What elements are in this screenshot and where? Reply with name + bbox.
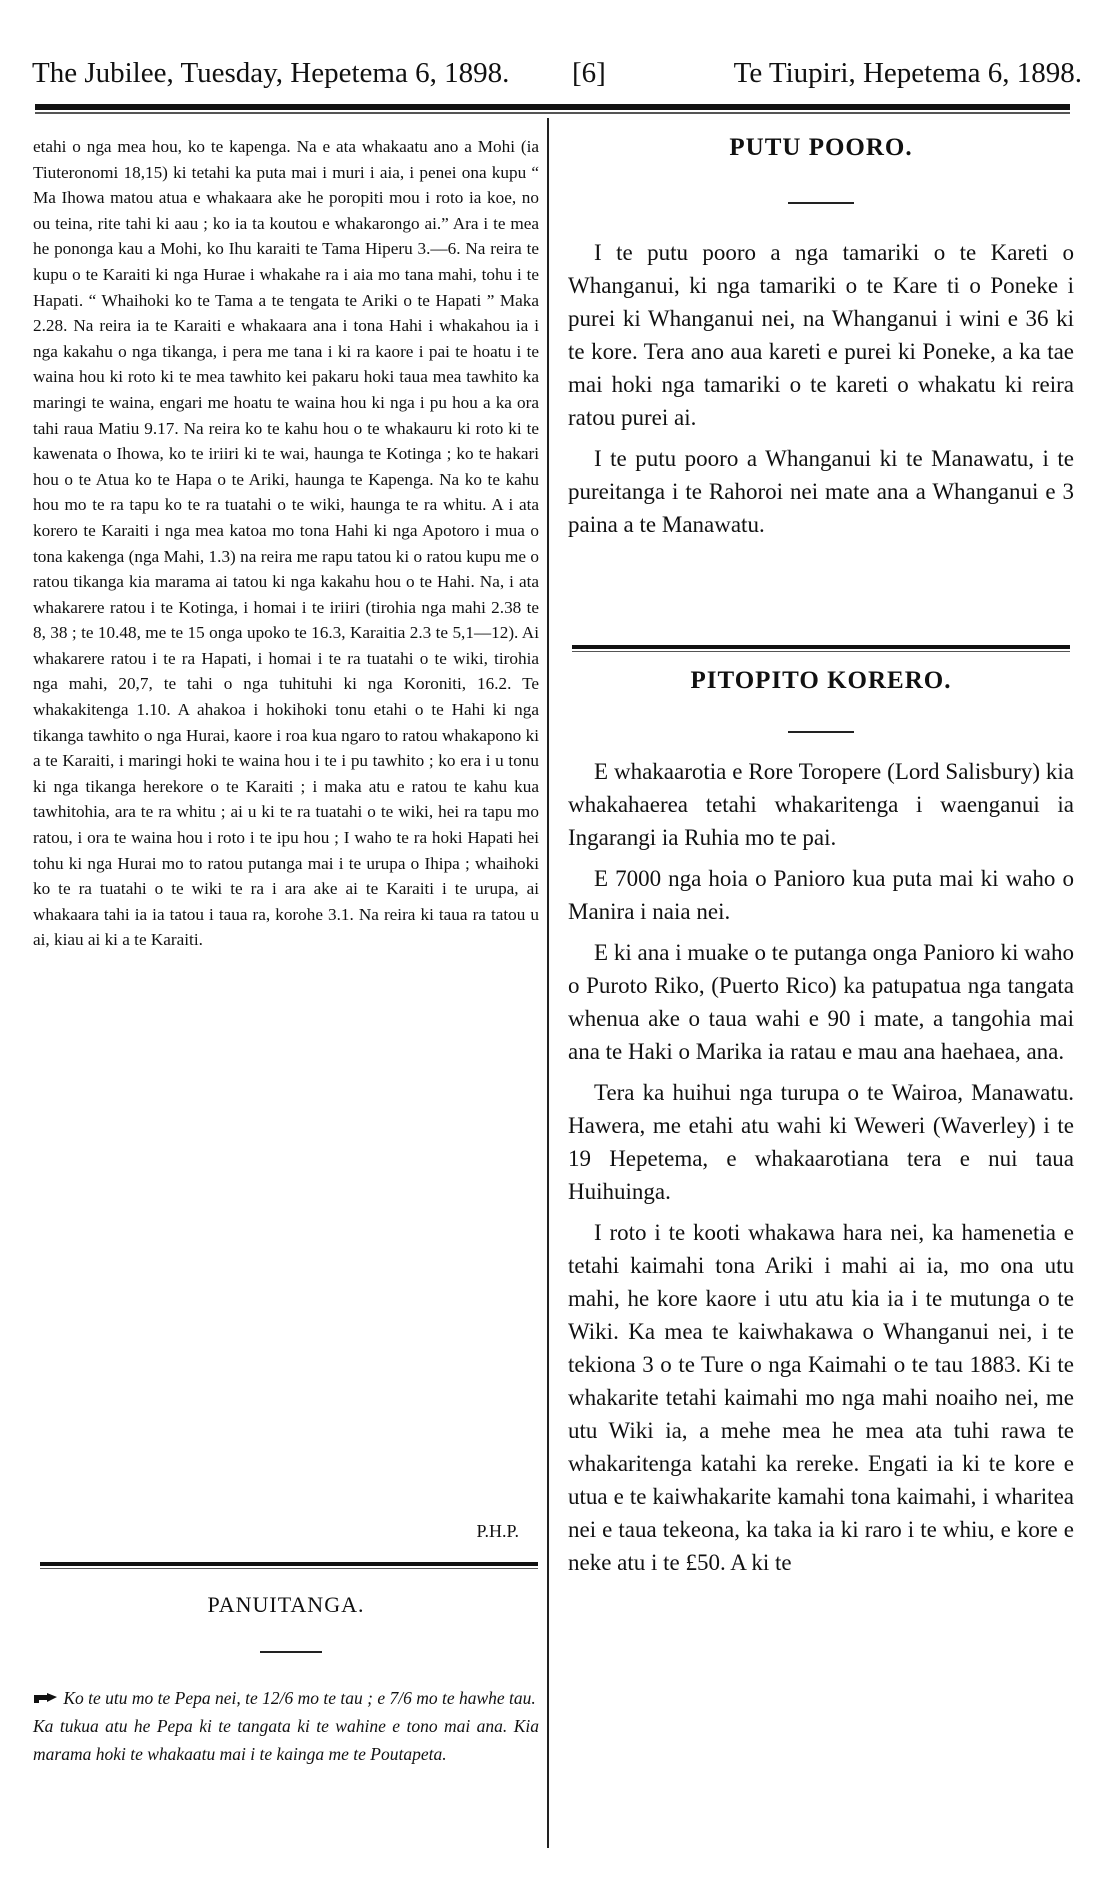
section-rule-thin bbox=[40, 1568, 538, 1569]
short-rule bbox=[260, 1651, 322, 1653]
notice-line-delivery: Ka tukua atu he Pepa ki te tangata ki te wahine e tono mai ana. Kia marama hoki te whakaatu mai i te kainga me te Poutapeta. bbox=[33, 1716, 539, 1764]
panuitanga-title: PANUITANGA. bbox=[207, 1592, 365, 1617]
notice-price-text: Ko te utu mo te Pepa nei, te 12/6 mo te tau ; e 7/6 mo te hawhe tau. bbox=[63, 1688, 536, 1708]
pitopito-korero-body bbox=[568, 755, 1074, 1579]
page-number: [6] bbox=[572, 57, 606, 89]
page-header bbox=[32, 48, 1082, 98]
right-column bbox=[568, 134, 1074, 1579]
short-rule bbox=[788, 731, 854, 733]
putu-pooro-body bbox=[568, 236, 1074, 541]
left-column-article bbox=[33, 134, 539, 953]
header-left-title: The Jubilee, Tuesday, Hepetema 6, 1898. bbox=[32, 57, 510, 89]
header-rule bbox=[35, 104, 1070, 110]
putu-pooro-title: PUTU POORO. bbox=[729, 134, 913, 161]
article-signature: P.H.P. bbox=[476, 1521, 519, 1541]
section-rule-thin bbox=[572, 651, 1070, 652]
header-rule-thin bbox=[35, 112, 1070, 114]
putu-pooro-paragraph: I te putu pooro a Whanganui ki te Manawatu, i te pureitanga i te Rahoroi nei mate ana a Whanganui e 3 paina a te Manawatu. bbox=[568, 446, 1074, 537]
section-rule bbox=[572, 645, 1070, 649]
article-paragraph: etahi o nga mea hou, ko te kapenga. Na e ata whakaatu ano a Mohi (ia Tiuteronomi 18,15) ki tetahi ka puta mai i muri i aia, i penei ona kupu “ Ma Ihowa matou atua e whakaara ake he poropiti mou i roto ia koe, no ou teina, rite tahi ki aau ; ko ia ta koutou e whakarongo ai.” Ara i te mea he pononga kau a Mohi, ko Ihu karaiti te Tama Hiperu 3.—6. Na reira te kupu o te Karaiti ki nga Hurae i whakahe ra i aia mo tana mahi, tohu i te Hapati. “ Whaihoki ko te Tama a te tengata te Ariki o te Hapati ” Maka 2.28. Na reira ia te Karaiti e whakaara ana i tona Hahi i whakahou ia i nga kakahu o nga tikanga, i pera me tana i ki ra kaore i pai te hoatu i te waina hou ki roto ki te mea tawhito kei pakaru hoki taua mea tawhito ka maringi te waina, engari me hoatu te waina hou ki nga i pu hou a ka ora tahi raua Matiu 9.17. Na reira ko te kahu hou o te whakauru ki roto ki te kawenata o Ihowa, ko te iriiri ki te wai, haunga te Kotinga ; ko te hakari hou o te Atua ko te Hapa o te Ariki, haunga te Kapenga. Na ko te kahu hou mo te ra tapu ko te ra tuatahi o te wiki, haunga te ra whitu. A i ata korero te Karaiti i nga mea katoa mo tona Hahi ki nga Apotoro i mua o tona kakenga (nga Mahi, 1.3) na reira me rapu tatou ki o ratou kupu me o ratou tikanga kia marama ai tatou ki nga kakahu hou o te Hahi. Na, i ata whakarere ratou i te Kotinga, i homai i te iriiri (tirohia nga mahi 2.38 te 8, 38 ; te 10.48, me te 15 onga upoko te 16.3, Karaitia 2.3 te 5,1—12). Ai whakarere ratou i te ra Hapati, i homai i te ra tuatahi o te wiki, tirohia nga mahi, 20,7, te tahi o nga tuhituhi ki nga Koroniti, 16.2. Te whakakitenga 1.10. A ahakoa i hokihoki tonu etahi o te Hahi ki nga tikanga tawhito o nga Hurai, kaore i roa kua ngaro to ratou whakapono ki a te Karaiti, i maringi hoki te waina hou i te i pu tawhito ; ko era i u tonu ki nga tikanga herekore o te Karaiti ; i maka atu e ratou te kahu kua tawhitohia, ara te ra whitu ; ai u ki te ra tuatahi o te wiki, hei ra tapu mo ratou, i ora te waina hou i roto i te ipu hou ; I waho te ra hoki Hapati hei tohu ki nga Hurai mo to ratou putanga mai i te urupa o Ihipa ; whaihoki ko te ra tuatahi o te wiki te ra i ara ake ai te Karaiti i te urupa, ai whakaara tahi ia ia tatou i taua ra, korohe 3.1. Na reira ki taua ra tatou u ai, kiau ai ki a te Karaiti. bbox=[33, 137, 539, 950]
news-item: E ki ana i muake o te putanga onga Panioro ki waho o Puroto Riko, (Puerto Rico) ka patupatua nga tangata whenua ake o taua wahi e 90 i mate, a tangohia mai ana te Haki o Marika ia ratau e mau ana haehaea, ana. bbox=[568, 940, 1074, 1064]
panuitanga-notice bbox=[33, 1684, 539, 1768]
section-rule bbox=[40, 1562, 538, 1566]
news-item: I roto i te kooti whakawa hara nei, ka hamenetia e tetahi kaimahi tona Ariki i mahi ai ia, mo ona utu mahi, he kore kaore i utu atu kia ia i te mutunga o te Wiki. Ka mea te kaiwhakawa o Whanganui nei, i te tekiona 3 o te Ture o nga Kaimahi o te tau 1883. Ki te whakarite tetahi kaimahi mo nga mahi noaiho nei, me utu Wiki ia, a mehe mea he mea ata tuhi rawa te whakaritenga katahi ka rereke. Engati ia ki te kore e utua e te kaiwhakarite kamahi tona kaimahi, i wharitea nei e taua tekeona, ka taka ia ki raro i te whiu, e kore e neke atu i te £50. A ki te bbox=[568, 1220, 1074, 1575]
news-item: E 7000 nga hoia o Panioro kua puta mai ki waho o Manira i naia nei. bbox=[568, 866, 1074, 924]
column-divider bbox=[547, 118, 549, 1848]
pointing-hand-icon bbox=[33, 1691, 59, 1705]
header-right-title: Te Tiupiri, Hepetema 6, 1898. bbox=[733, 57, 1082, 89]
notice-line-price bbox=[33, 1684, 539, 1712]
short-rule bbox=[788, 202, 854, 204]
putu-pooro-paragraph: I te putu pooro a nga tamariki o te Kareti o Whanganui, ki nga tamariki o te Kare ti o Poneke i purei ki Whanganui nei, na Whanganui i wini e 36 ki te kore. Tera ano aua kareti e purei ki Poneke, a ka tae mai hoki nga tamariki o te kareti o whakatu ki reira ratou purei ai. bbox=[568, 240, 1074, 430]
news-item: Tera ka huihui nga turupa o te Wairoa, Manawatu. Hawera, me etahi atu wahi ki Weweri (Waverley) i te 19 Hepetema, e whakaarotiana tera e nui taua Huihuinga. bbox=[568, 1080, 1074, 1204]
pitopito-korero-title: PITOPITO KORERO. bbox=[690, 667, 952, 694]
news-item: E whakaarotia e Rore Toropere (Lord Salisbury) kia whakahaerea tetahi whakaritenga i waenganui ia Ingarangi ia Ruhia mo te pai. bbox=[568, 759, 1074, 850]
